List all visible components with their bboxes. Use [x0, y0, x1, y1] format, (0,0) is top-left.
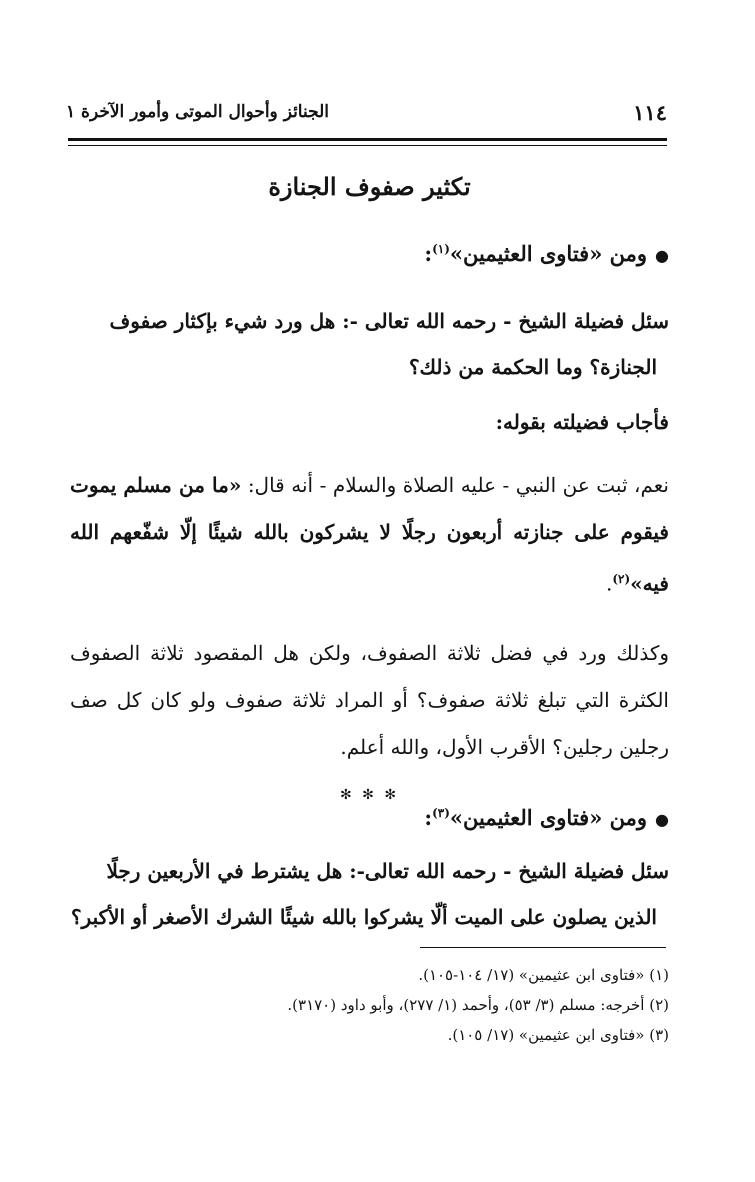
running-title: الجنائز وأحوال الموتى وأمور الآخرة ١: [66, 102, 329, 122]
answer-paragraph-2: وكذلك ورد في فضل ثلاثة الصفوف، ولكن هل المقصود ثلاثة الصفوف الكثرة التي تبلغ ثلاثة صفوف؟ أو المراد ثلاثة صفوف ولو كان كل صف رجلين رجلين؟ الأقرب الأول، والله أعلم.: [70, 640, 669, 759]
page-number: ١١٤: [633, 100, 667, 125]
source-line-2: [70, 805, 669, 830]
source-line-1: [70, 241, 669, 266]
source-label: ومن «فتاوى العثيمين»: [449, 804, 648, 830]
source-colon: :: [424, 241, 433, 266]
footnote-ref-1: (١): [432, 242, 450, 256]
source-label: ومن «فتاوى العثيمين»: [449, 241, 648, 266]
footnote-3: (٣) «فتاوى ابن عثيمين» (١٧/ ١٠٥).: [447, 1026, 669, 1044]
source-colon: :: [424, 804, 433, 830]
hadith-quote: «ما من مسلم يموت فيقوم على جنازته أربعون رجلًا لا يشركون بالله شيئًا إلّا شفّعهم الله فيه»: [70, 473, 669, 596]
question-2: سئل فضيلة الشيخ - رحمه الله تعالى-: هل يشترط في الأربعين رجلًا الذين يصلون على الميت ألّا يشركوا بالله شيئًا الشرك الأصغر أو الأكبر؟: [70, 858, 669, 929]
header-rule-thin: [68, 145, 667, 146]
answer-period: .: [605, 571, 613, 596]
header-rule-thick: [68, 138, 667, 141]
page-body: [70, 172, 669, 940]
footnote-separator: [420, 947, 666, 948]
bullet-icon: ●: [655, 809, 669, 829]
footnote-1: (١) «فتاوى ابن عثيمين» (١٧/ ١٠٤-١٠٥).: [418, 966, 669, 984]
section-title: تكثير صفوف الجنازة: [268, 172, 471, 201]
question-1: سئل فضيلة الشيخ - رحمه الله تعالى -: هل ورد شيء بإكثار صفوف الجنازة؟ وما الحكمة من ذلك؟: [109, 309, 669, 379]
answer-paragraph-1: [70, 462, 669, 608]
footnotes: [70, 960, 669, 1050]
answer-lead: نعم، ثبت عن النبي - عليه الصلاة والسلام - أنه قال:: [241, 473, 669, 497]
footnote-ref-2: (٢): [612, 572, 631, 586]
footnote-2: (٢) أخرجه: مسلم (٣/ ٥٣)، وأحمد (١/ ٢٧٧)، وأبو داود (٣١٧٠).: [287, 996, 669, 1014]
footnote-ref-3: (٣): [432, 805, 450, 820]
section-divider: ✻ ✻ ✻: [339, 786, 400, 803]
bullet-icon: ●: [655, 246, 669, 265]
answer-intro: فأجاب فضيلته بقوله:: [495, 410, 669, 434]
running-header: [66, 96, 667, 130]
